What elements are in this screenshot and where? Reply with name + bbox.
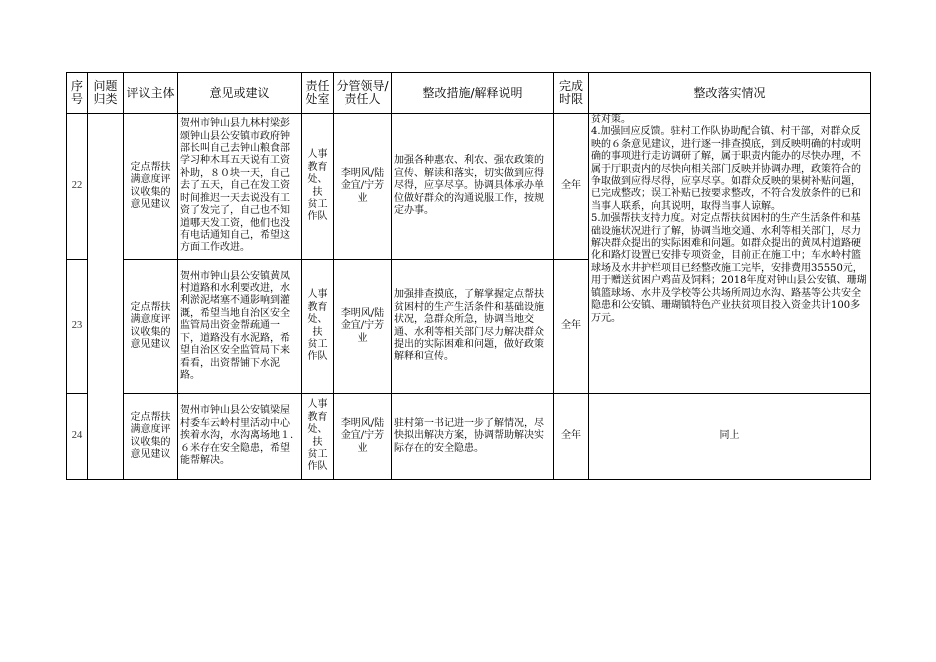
row-leader: 李明风/陆 金宜/宁芳 业 (334, 394, 392, 480)
row-measures: 加强各种惠农、利农、强农政策的宣传、解读和落实，切实做到应得尽得，应享尽享。协调具体承办单位做好群众的沟通说服工作，按规定办事。 (392, 114, 554, 260)
row-deadline: 全年 (554, 394, 589, 480)
row-status: 同上 (589, 394, 871, 480)
header-subject: 评议主体 (124, 73, 178, 114)
row-measures: 驻村第一书记进一步了解情况，尽快拟出解决方案，协调帮助解决实际存在的安全隐患。 (392, 394, 554, 480)
row-seq: 24 (67, 394, 88, 480)
table-row (67, 114, 871, 260)
row-opinion: 贺州市钟山县九林村梁彭颂钟山县公安镇市政府钟部长叫自己去钟山粮食部学习种木耳五天说有工资补助，８０块一天，自己去了五天，自己在发工资时间推迟一天去说没有工资了发完了，自己也不知道哪天发工资，他们也没有电话通知自己，希望这方面工作改进。 (178, 114, 302, 260)
header-deadline: 完成 时限 (554, 73, 589, 114)
rectification-table (66, 72, 871, 480)
row-dept: 人事 教育 处、扶 贫工 作队 (302, 394, 334, 480)
header-leader: 分管领导/ 责任人 (334, 73, 392, 114)
row-opinion: 贺州市钟山县公安镇梁屋村委车云岭村里活动中心挨着水沟，水沟离场地１.６米存在安全隐患，希望能帮解决。 (178, 394, 302, 480)
merged-status-cell: 贫对策。 4.加强回应反馈。驻村工作队协助配合镇、村干部，对群众反映的６条意见建议，进行逐一排查摸底，到反映明确的村或明确的事项进行走访调研了解，属于职责内能办的尽快办理，不属于厅职责内的尽快向相关部门反映并协调办理，政策符合的争取做到应得尽得，应享尽享。如群众反映的果树补贴问题，已完成整改；误工补贴已按要求整改，不符合发放条件的已和当事人联系，向其说明，取得当事人谅解。 5.加强帮扶支持力度。对定点帮扶贫困村的生产生活条件和基础设施状况进行了解，协调当地交通、水利等相关部门，尽力解决群众提出的实际困难和问题。如群众提出的黄凤村道路硬化和路灯设置已安排专项资金，目前正在施工中；车水岭村篮球场及水井护栏项目已经整改施工完毕，安排费用35550元，用于赠送贫困户鸡苗及饲料；2018年度对钟山县公安镇、珊瑚镇篮球场、水井及学校等公共场所周边水沟、路基等公共安全隐患和公安镇、珊瑚镇特色产业扶贫项目投入资金共计100多万元。 (589, 114, 871, 394)
header-opinion: 意见或建议 (178, 73, 302, 114)
row-dept: 人事 教育 处、扶 贫工 作队 (302, 260, 334, 394)
row-leader: 李明风/陆 金宜/宁芳 业 (334, 114, 392, 260)
header-seq: 序 号 (67, 73, 88, 114)
row-subject: 定点帮扶 满意度评 议收集的 意见建议 (124, 260, 178, 394)
table-row (67, 394, 871, 480)
row-measures: 加强排查摸底，了解掌握定点帮扶贫困村的生产生活条件和基础设施状况，急群众所急，协调当地交通、水利等相关部门尽力解决群众提出的实际困难和问题，做好政策解释和宣传。 (392, 260, 554, 394)
row-category (88, 114, 124, 480)
header-status: 整改落实情况 (589, 73, 871, 114)
header-measures: 整改措施/解释说明 (392, 73, 554, 114)
header-dept: 责任 处室 (302, 73, 334, 114)
row-seq: 22 (67, 114, 88, 260)
row-deadline: 全年 (554, 114, 589, 260)
row-dept: 人事 教育 处、扶 贫工 作队 (302, 114, 334, 260)
row-subject: 定点帮扶 满意度评 议收集的 意见建议 (124, 394, 178, 480)
row-opinion: 贺州市钟山县公安镇黄凤村道路和水利要改进，水利淤泥堵塞不通影响到灌溉，希望当地自治区安全监管局出资金帮疏通一下，道路没有水泥路，希望自治区安全监管局下来看看，出资帮铺下水泥路。 (178, 260, 302, 394)
row-subject: 定点帮扶 满意度评 议收集的 意见建议 (124, 114, 178, 260)
row-seq: 23 (67, 260, 88, 394)
row-deadline: 全年 (554, 260, 589, 394)
header-row (67, 73, 871, 114)
row-leader: 李明风/陆 金宜/宁芳 业 (334, 260, 392, 394)
header-category: 问题 归类 (88, 73, 124, 114)
